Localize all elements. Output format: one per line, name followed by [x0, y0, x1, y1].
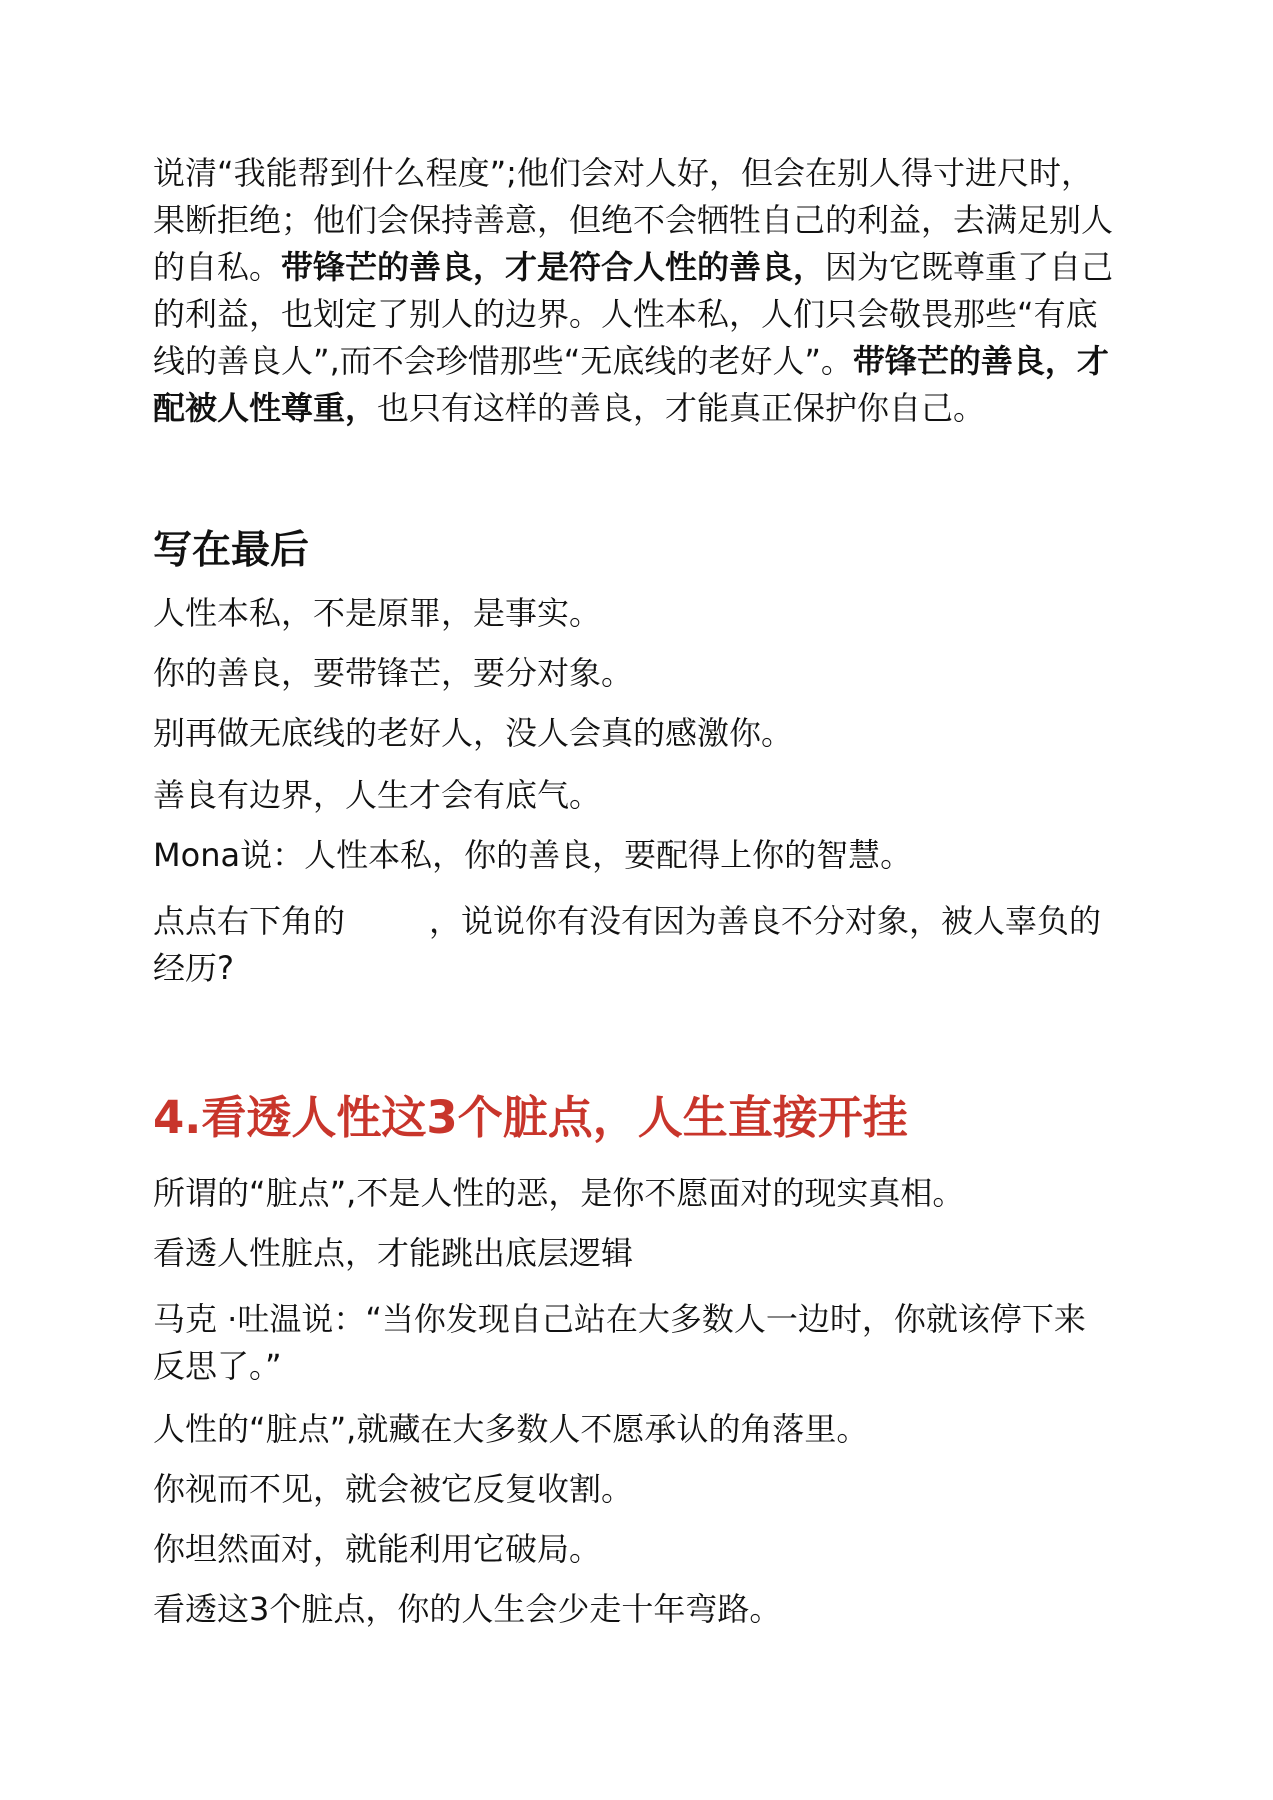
- para-text-2: 因为它既尊重了自己的利益，也划定了别人的边界。人性本私，人们只会敬畏那些“有底线的善良人”,而不会珍惜那些“无底线的老好人”。: [153, 248, 1114, 380]
- final-line-4: 善良有边界，人生才会有底气。: [153, 776, 602, 814]
- para-bold-1: 带锋芒的善良，才是符合人性的善良，: [281, 248, 826, 286]
- paragraph-kindness-edge: [153, 150, 1123, 432]
- comment-prompt-after: ，说说你有没有因为善良不分对象，被人辜负的经历?: [153, 902, 1102, 987]
- final-line-1: 人性本私，不是原罪，是事实。: [153, 594, 602, 632]
- para-text-1: 说清“我能帮到什么程度”;他们会对人好，但会在别人得寸进尺时，果断拒绝；他们会保持善意，但绝不会牺牲自己的利益，去满足别人的自私。: [153, 154, 1114, 286]
- para-text-3: 也只有这样的善良，才能真正保护你自己。: [377, 389, 986, 427]
- s4-line-1: 所谓的“脏点”,不是人性的恶，是你不愿面对的现实真相。: [153, 1174, 965, 1212]
- s4-line-7: 看透这3个脏点，你的人生会少走十年弯路。: [153, 1590, 782, 1628]
- section-heading-4: 4.看透人性这3个脏点，人生直接开挂: [153, 1091, 908, 1144]
- final-line-3: 别再做无底线的老好人，没人会真的感激你。: [153, 714, 794, 752]
- s4-line-5: 你视而不见，就会被它反复收割。: [153, 1470, 634, 1508]
- section-heading-final: 写在最后: [153, 528, 310, 573]
- para-bold-2: 带锋芒的善良，才配被人性尊重，: [153, 342, 1109, 427]
- comment-prompt-before: 点点右下角的: [153, 902, 346, 940]
- comment-prompt: [153, 898, 1113, 992]
- s4-line-4: 人性的“脏点”,就藏在大多数人不愿承认的角落里。: [153, 1410, 869, 1448]
- s4-line-6: 你坦然面对，就能利用它破局。: [153, 1530, 602, 1568]
- article-page: [153, 150, 1123, 1628]
- final-line-5: Mona说：人性本私，你的善良，要配得上你的智慧。: [153, 836, 913, 874]
- final-line-2: 你的善良，要带锋芒，要分对象。: [153, 654, 634, 692]
- s4-line-2: 看透人性脏点，才能跳出底层逻辑: [153, 1234, 634, 1272]
- s4-quote: 马克 ·吐温说：“当你发现自己站在大多数人一边时，你就该停下来反思了。”: [153, 1300, 1086, 1385]
